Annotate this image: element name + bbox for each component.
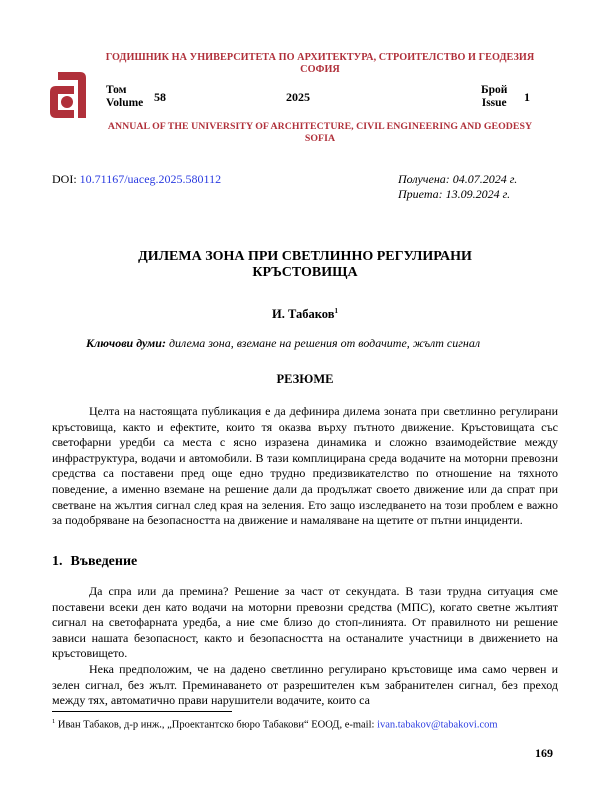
doi-link[interactable]: 10.71167/uaceg.2025.580112 xyxy=(79,172,222,186)
doi-line xyxy=(52,172,221,187)
page-number: 169 xyxy=(535,746,553,760)
keywords-label: Ключови думи: xyxy=(86,336,166,350)
volume-number: 58 xyxy=(154,90,166,104)
abstract-paragraph: Целта на настоящата публикация е да дефинира дилема зоната при светлинно регулирани кръстовища, както и ефектите, които тя оказва върху пътното движение. Кръстовищата със светофарни уредби са места с ясно изразена динамика и сложно взаимодействие между инфраструктура, водачи и автомобили. В тази комплицирана среда водачите на моторни превозни средства са поставени пред още едно трудно предизвикателство по отношение на тяхното поведение, а именно вземане на решение дали да продължат своето движение или да спрат при светване на жълтия сигнал след края на зеления. Ето защо изследването на този проблем е важно за подобряване на безопасността на движение и намаляване на щетите от пътни инциденти. xyxy=(52,404,558,528)
volume-label-bg: Том xyxy=(106,84,127,96)
author xyxy=(60,307,550,322)
issue-label-en: Issue xyxy=(481,97,507,109)
abstract-body xyxy=(52,404,558,529)
uaceg-logo-icon xyxy=(50,72,86,118)
journal-title-bg xyxy=(100,52,540,76)
article-title xyxy=(60,249,550,281)
author-footnote-marker[interactable]: 1 xyxy=(334,307,338,315)
year: 2025 xyxy=(286,90,310,104)
issue-number: 1 xyxy=(524,90,530,104)
received-date: Получена: 04.07.2024 г. xyxy=(398,172,518,186)
doi-label: DOI: xyxy=(52,172,77,186)
keywords-text: дилема зона, вземане на решения от водачите, жълт сигнал xyxy=(168,336,481,350)
introduction-body xyxy=(52,584,558,709)
dates xyxy=(398,172,517,202)
journal-name-en: ANNUAL OF THE UNIVERSITY OF ARCHITECTURE, CIVIL ENGINEERING AND GEODESY xyxy=(107,121,533,132)
volume-label-en: Volume xyxy=(106,97,144,109)
abstract-heading: РЕЗЮМЕ xyxy=(276,372,334,386)
footnote xyxy=(52,718,498,731)
keywords xyxy=(86,336,480,351)
accepted-date: Приета: 13.09.2024 г. xyxy=(398,187,511,201)
section-number: 1. xyxy=(52,554,63,569)
journal-city-en: SOFIA xyxy=(304,133,336,144)
author-name: И. Табаков xyxy=(272,307,335,322)
footnote-email-link[interactable]: ivan.tabakov@tabakovi.com xyxy=(377,719,498,731)
footnote-divider xyxy=(52,711,232,712)
intro-paragraph-1: Да спра или да премина? Решение за част от секундата. В тази трудна ситуация сме поставени всеки ден като водачи на моторни превозни средства (МПС), когато светне жълтият сигнал на светофарната уредба, а ние сме близо до стоп-линията. От правилното ни решение зависи нашата безопасност, както и безопасността на останалите участници в движението на кръстовището. xyxy=(52,584,558,661)
article-title-line2: КРЪСТОВИЩА xyxy=(252,265,358,280)
journal-name-bg: ГОДИШНИК НА УНИВЕРСИТЕТА ПО АРХИТЕКТУРА, СТРОИТЕЛСТВО И ГЕОДЕЗИЯ xyxy=(105,52,535,63)
section-title: Въведение xyxy=(70,554,138,569)
volume-label xyxy=(106,84,143,110)
journal-title-en xyxy=(100,121,540,145)
footnote-marker: 1 xyxy=(52,718,56,725)
section-heading xyxy=(52,554,137,570)
article-title-line1: ДИЛЕМА ЗОНА ПРИ СВЕТЛИННО РЕГУЛИРАНИ xyxy=(138,249,472,264)
intro-paragraph-2: Нека предположим, че на дадено светлинно регулирано кръстовище има само червен и зелен сигнал, без жълт. Преминаването от разрешителен към забранителен сигнал, без преход между тях, автоматично прави нарушители водачите, които са xyxy=(52,661,558,708)
issue-label xyxy=(481,84,507,110)
footnote-text: Иван Табаков, д-р инж., „Проектантско бюро Табакови“ ЕООД, e-mail: xyxy=(57,719,375,731)
issue-label-bg: Брой xyxy=(481,84,508,96)
journal-city-bg: СОФИЯ xyxy=(300,64,340,75)
